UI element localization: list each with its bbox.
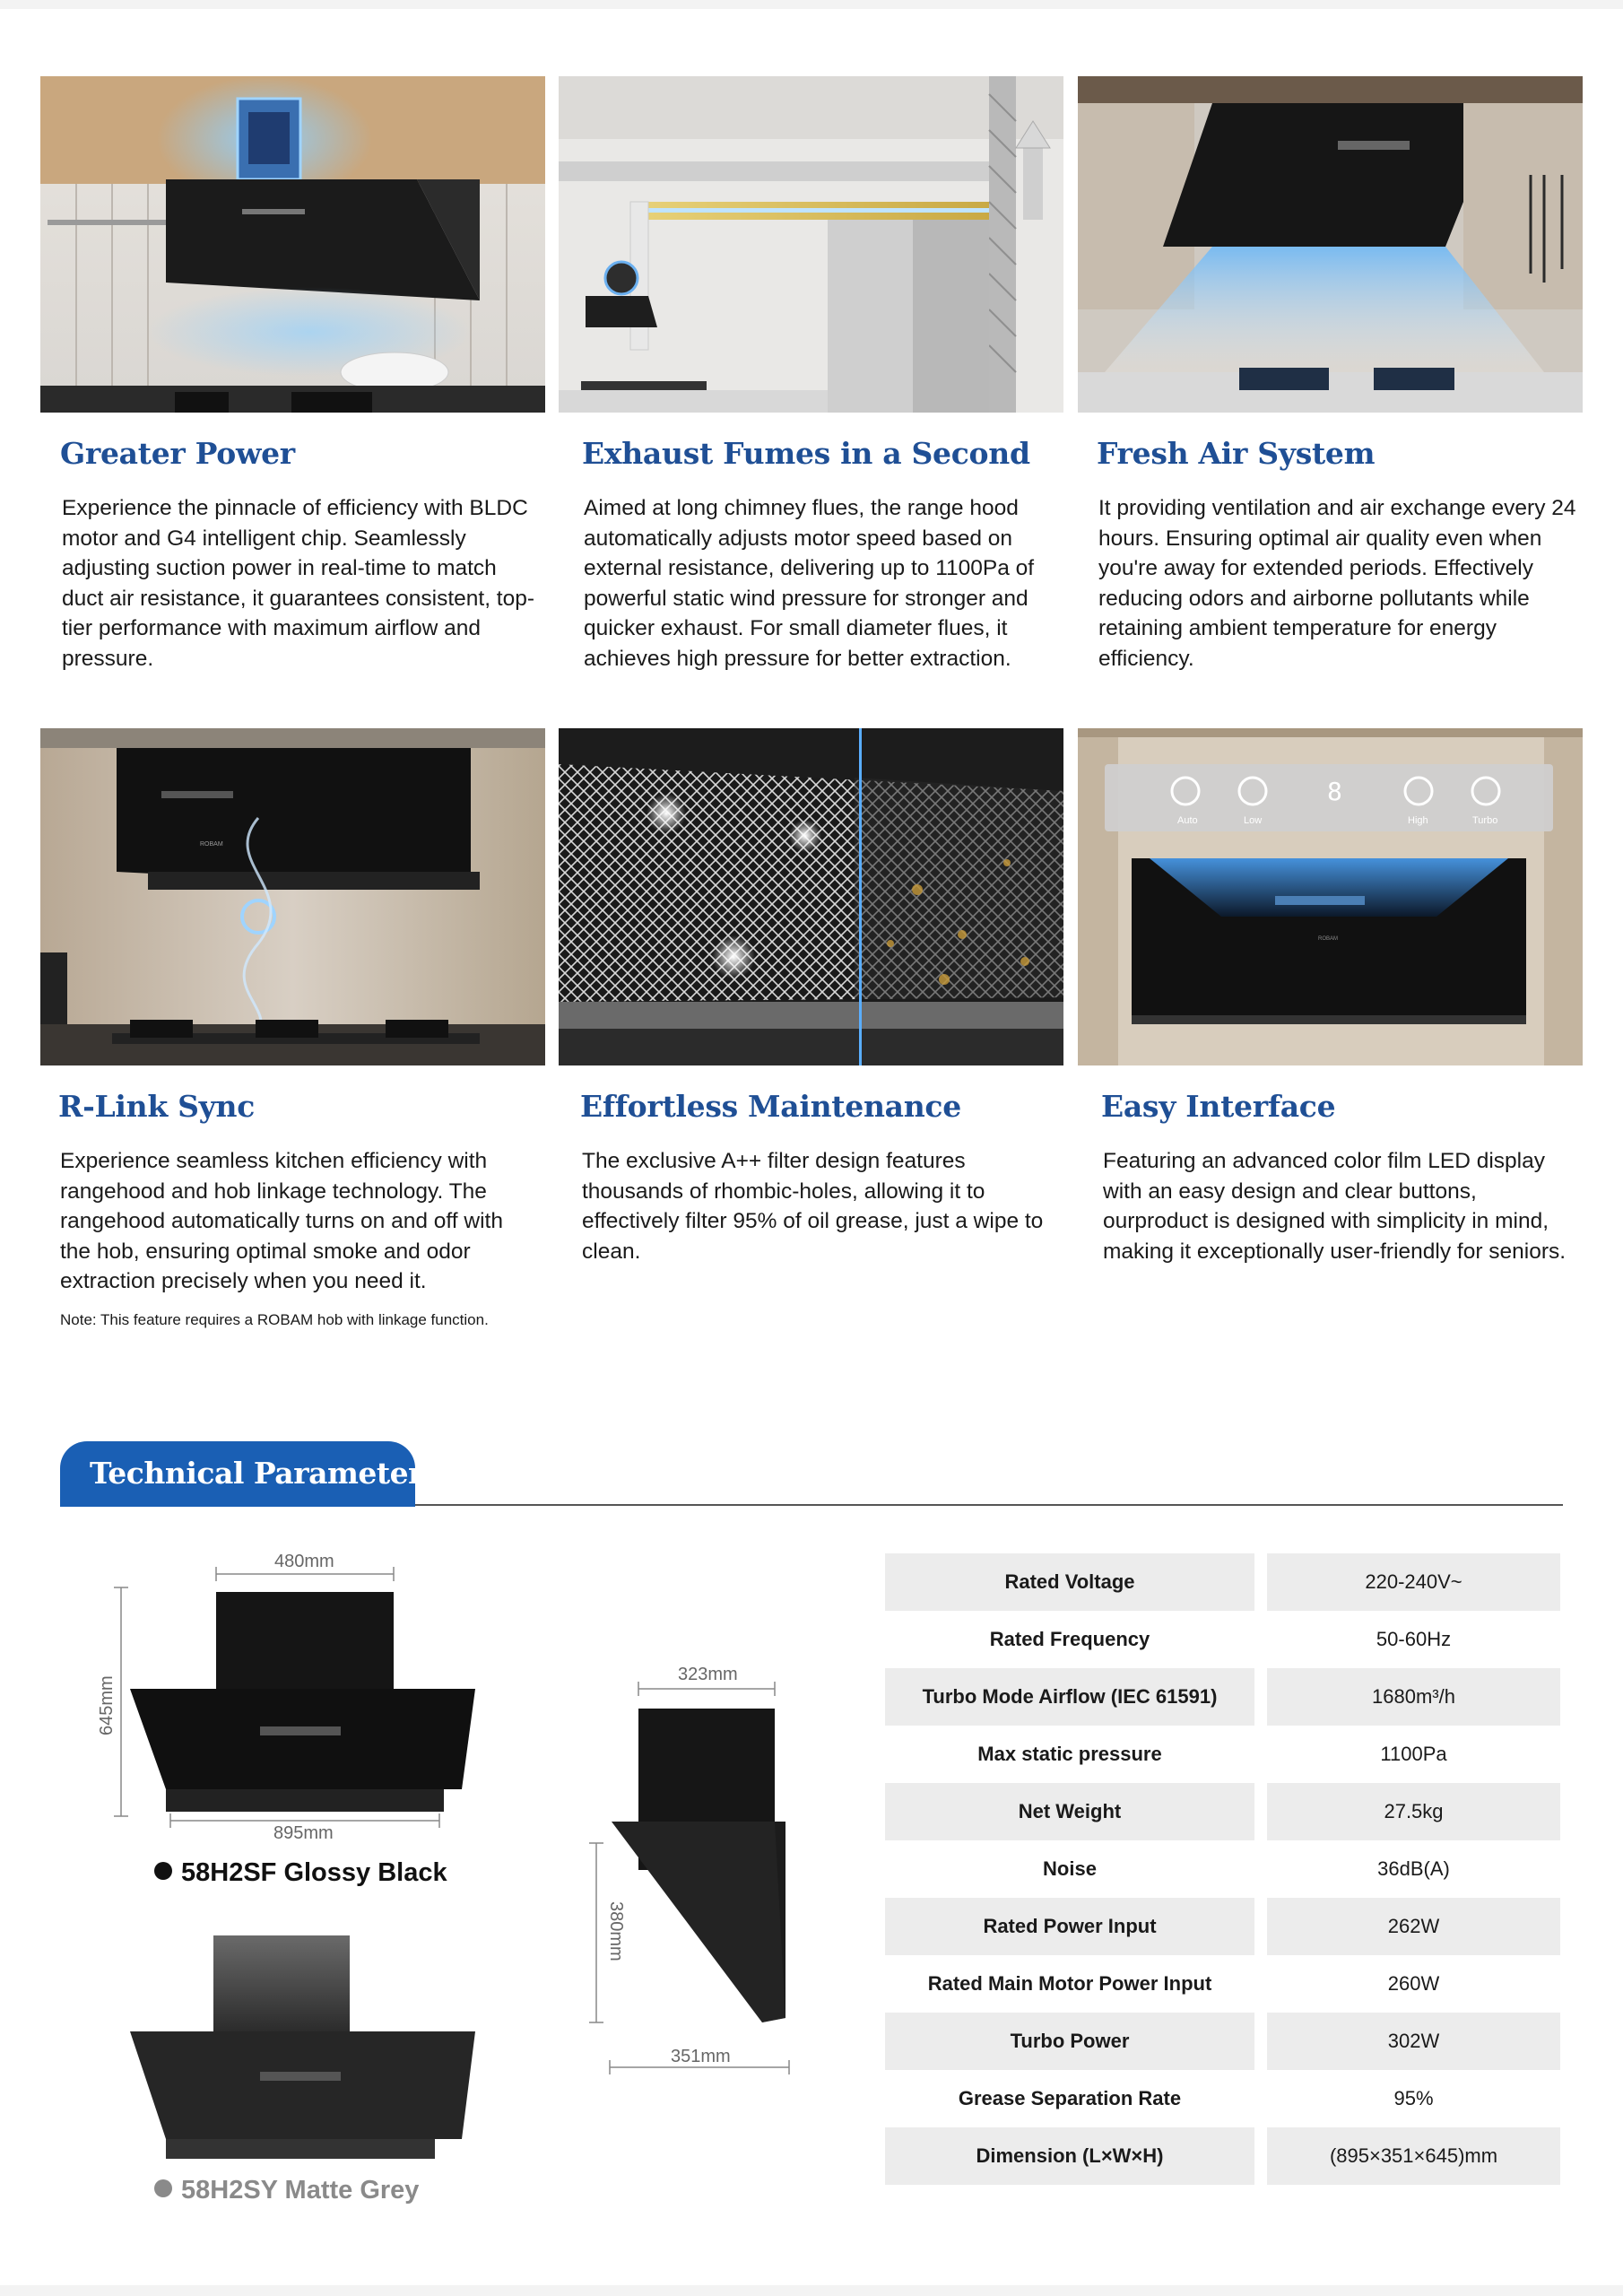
tech-params-rule (415, 1504, 1563, 1506)
spec-value: 1100Pa (1380, 1743, 1447, 1765)
fresh-air-photo (1078, 76, 1583, 413)
spec-row (885, 1611, 1560, 1668)
spec-value: 302W (1267, 2013, 1560, 2070)
front-view-drawing (94, 1547, 507, 1834)
exhaust-fumes-photo (559, 76, 1063, 413)
spec-row (885, 1783, 1560, 1840)
spec-row (885, 1726, 1560, 1783)
spec-label: Max static pressure (977, 1743, 1162, 1765)
spec-row (885, 1898, 1560, 1955)
feature-title-greater-power: Greater Power (60, 436, 295, 471)
spec-label: Net Weight (885, 1783, 1254, 1840)
spec-value: 36dB(A) (1377, 1857, 1450, 1880)
spec-row (885, 1668, 1560, 1726)
matte-grey-drawing (126, 1933, 484, 2166)
spec-row (885, 2070, 1560, 2127)
mode-display: 8 (1327, 777, 1342, 806)
r-link-sync-photo (40, 728, 545, 1065)
model-color-dot-black (154, 1862, 172, 1880)
spec-row (885, 1955, 1560, 2013)
side-view-drawing (583, 1664, 816, 2076)
dim-width-top: 480mm (274, 1552, 334, 1571)
effortless-maintenance-photo (559, 728, 1063, 1065)
spec-value: 27.5kg (1267, 1783, 1560, 1840)
dim-side-height: 380mm (606, 1901, 626, 1961)
spec-label: Noise (1043, 1857, 1097, 1880)
mode-label-high: High (1408, 815, 1428, 826)
spec-label: Rated Voltage (885, 1553, 1254, 1611)
feature-title-exhaust-fumes: Exhaust Fumes in a Second (582, 436, 1030, 471)
dim-side-top: 323mm (678, 1665, 738, 1684)
model-name-matte-grey: 58H2SY Matte Grey (181, 2176, 420, 2205)
top-border (0, 0, 1623, 9)
tech-params-title: Technical Parameters (90, 1456, 440, 1491)
model-matte-grey (154, 2176, 419, 2205)
bottom-border (0, 2285, 1623, 2296)
spec-row (885, 2127, 1560, 2185)
mode-label-auto: Auto (1177, 815, 1198, 826)
spec-row (885, 2013, 1560, 2070)
spec-value: 50-60Hz (1376, 1628, 1452, 1650)
model-name-glossy-black: 58H2SF Glossy Black (181, 1858, 447, 1887)
feature-title-r-link-sync: R-Link Sync (58, 1089, 255, 1124)
spec-value: 262W (1267, 1898, 1560, 1955)
mode-label-low: Low (1244, 815, 1263, 826)
feature-title-easy-interface: Easy Interface (1101, 1089, 1336, 1124)
feature-body-effortless-maintenance: The exclusive A++ filter design features thousands of rhombic-holes, allowing it to effectively filter 95% of oil grease, just a wipe to clean. (582, 1149, 1044, 1264)
r-link-note: Note: This feature requires a ROBAM hob with linkage function. (60, 1311, 489, 1328)
spec-label: Dimension (L×W×H) (885, 2127, 1254, 2185)
spec-value: (895×351×645)mm (1267, 2127, 1560, 2185)
feature-body-greater-power: Experience the pinnacle of efficiency with BLDC motor and G4 intelligent chip. Seamlessly adjusting suction power in real-time to match duct air resistance, it guarantees consistent, top-tier performance with maximum airflow and pressure. (62, 496, 535, 671)
dim-height: 645mm (97, 1675, 117, 1735)
spec-value: 1680m³/h (1267, 1668, 1560, 1726)
dim-side-depth: 351mm (671, 2047, 731, 2066)
spec-value: 95% (1393, 2087, 1434, 2109)
spec-value: 220-240V~ (1267, 1553, 1560, 1611)
spec-label: Rated Main Motor Power Input (927, 1972, 1212, 1995)
spec-label: Turbo Mode Airflow (IEC 61591) (885, 1668, 1254, 1726)
spec-label: Rated Power Input (885, 1898, 1254, 1955)
spec-row (885, 1553, 1560, 1611)
spec-label: Turbo Power (885, 2013, 1254, 2070)
easy-interface-photo (1078, 728, 1583, 1065)
feature-body-fresh-air: It providing ventilation and air exchange every 24 hours. Ensuring optimal air quality even when you're away for extended periods. Effectively reducing odors and airborne pollutants while retaining ambient temperature for energy efficiency. (1098, 496, 1576, 671)
feature-body-r-link-sync: Experience seamless kitchen efficiency with rangehood and hob linkage technology. The rangehood automatically turns on and off with the hob, ensuring optimal smoke and odor extraction precisely when you need it. (60, 1149, 503, 1293)
spec-row (885, 1840, 1560, 1898)
model-color-dot-grey (154, 2179, 172, 2197)
greater-power-photo (40, 76, 545, 413)
mode-label-turbo: Turbo (1472, 815, 1498, 826)
dim-width-bottom: 895mm (273, 1823, 334, 1843)
model-glossy-black (154, 1858, 447, 1888)
feature-body-easy-interface: Featuring an advanced color film LED display with an easy design and clear buttons, ourproduct is designed with simplicity in mind, making it exceptionally user-friendly for seniors. (1103, 1149, 1567, 1264)
feature-title-fresh-air: Fresh Air System (1097, 436, 1376, 471)
feature-title-effortless-maintenance: Effortless Maintenance (580, 1089, 961, 1124)
feature-body-exhaust-fumes: Aimed at long chimney flues, the range hood automatically adjusts motor speed based on external resistance, delivering up to 1100Pa of powerful static wind pressure for stronger and quicker exhaust. For small diameter flues, it achieves high pressure for better extraction. (584, 496, 1035, 671)
spec-label: Rated Frequency (989, 1628, 1150, 1650)
spec-label: Grease Separation Rate (958, 2087, 1182, 2109)
r-link-brand-text: ROBAM (200, 841, 223, 848)
spec-value: 260W (1387, 1972, 1440, 1995)
interface-brand-text: ROBAM (1318, 936, 1339, 942)
